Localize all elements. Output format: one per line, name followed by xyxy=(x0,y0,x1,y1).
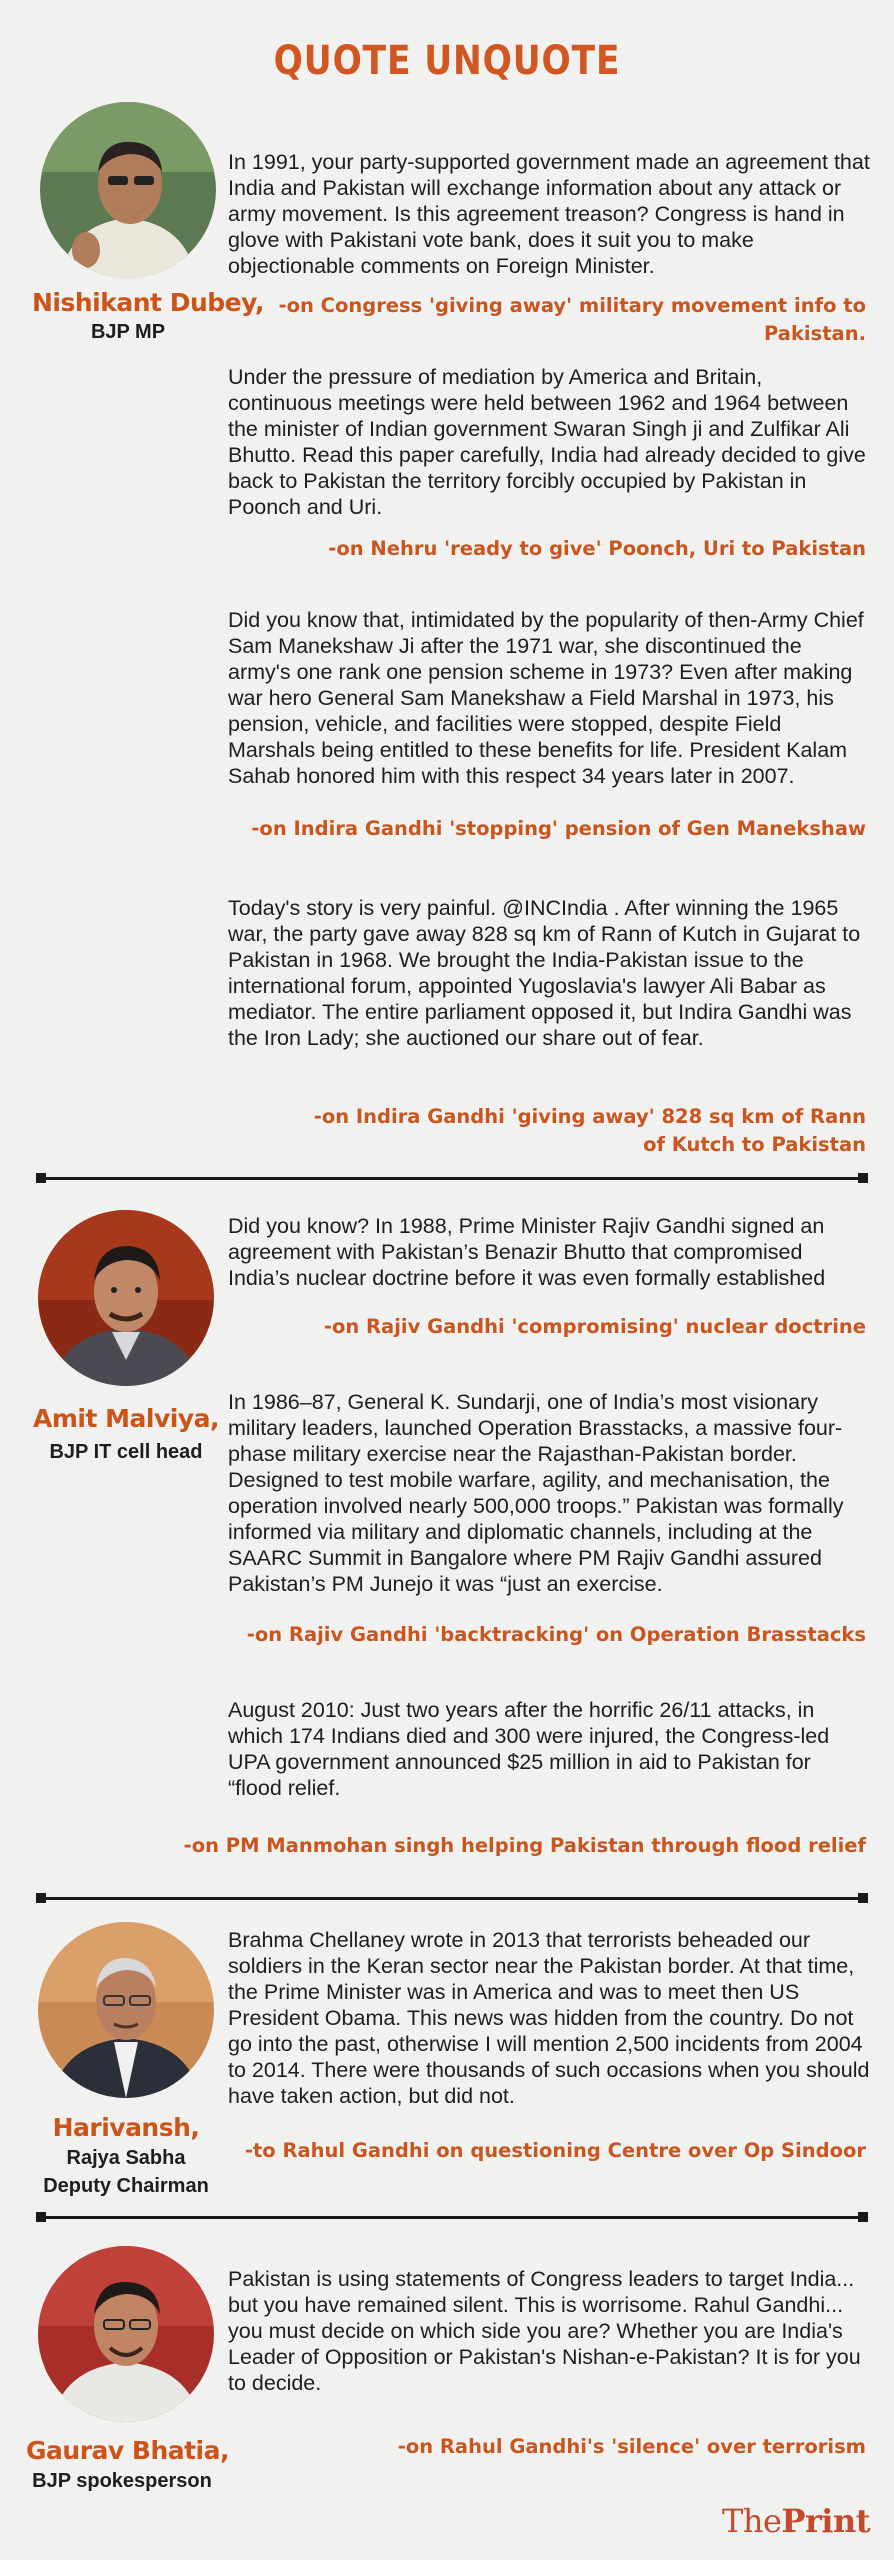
section-divider xyxy=(36,2216,868,2219)
quote-text: Pakistan is using statements of Congress leaders to target India... but you have remained silent. This is worrisome. Rahul Gandhi... you must decide on which side you are? Whether you are India's Leader of Opposition or Pakistan's Nishan-e-Pakistan? It is for you to decide. xyxy=(228,2267,861,2395)
avatar-harivansh xyxy=(38,1922,214,2098)
portrait-icon xyxy=(38,1210,214,1386)
section-divider xyxy=(36,1897,868,1900)
portrait-icon xyxy=(38,1922,214,2098)
quote-attribution: -on Congress 'giving away' military movement info to Pakistan. xyxy=(278,294,866,345)
person-name: Amit Malviya, xyxy=(33,1404,219,1433)
quote-text: Brahma Chellaney wrote in 2013 that terrorists beheaded our soldiers in the Keran sector near the Pakistan border. At that time, the Prime Minister was in America and was to meet then US President Obama. This news was hidden from the country. Do not go into the past, otherwise I will mention 2,500 incidents from 2004 to 2014. There were thousands of such occasions when you should have taken action, but did not. xyxy=(228,1928,870,2108)
person-role: BJP IT cell head xyxy=(49,1441,203,1463)
logo-part1: The xyxy=(721,2502,782,2540)
person-role: BJP MP xyxy=(90,321,166,343)
quote-attribution: -on Rajiv Gandhi 'backtracking' on Operation Brasstacks xyxy=(246,1623,866,1646)
avatar-nishikant-dubey xyxy=(40,102,216,278)
logo-part2: Print xyxy=(781,2502,870,2540)
portrait-icon xyxy=(38,2246,214,2422)
page-title: QUOTE UNQUOTE xyxy=(273,38,621,84)
avatar-gaurav-bhatia xyxy=(38,2246,214,2422)
quote-attribution: -to Rahul Gandhi on questioning Centre over Op Sindoor xyxy=(244,2139,866,2162)
quote-text: In 1986–87, General K. Sundarji, one of India’s most visionary military leaders, launched Operation Brasstacks, a massive four-phase military exercise near the Rajasthan-Pakistan border. Designed to test mobile warfare, agility, and mechanisation, the operation involved nearly 500,000 troops.” Pakistan was formally informed via military and diplomatic channels, including at the SAARC Summit in Bangalore where PM Rajiv Gandhi assured Pakistan’s PM Junejo it was “just an exercise. xyxy=(228,1390,844,1596)
portrait-icon xyxy=(40,102,216,278)
section-divider xyxy=(36,1177,868,1180)
person-name: Harivansh, xyxy=(52,2113,200,2142)
quote-attribution: -on Nehru 'ready to give' Poonch, Uri to Pakistan xyxy=(328,537,866,560)
person-name: Nishikant Dubey, xyxy=(32,288,264,317)
quote-attribution: -on Rajiv Gandhi 'compromising' nuclear doctrine xyxy=(323,1315,866,1338)
quote-text: Did you know? In 1988, Prime Minister Rajiv Gandhi signed an agreement with Pakistan’s Benazir Bhutto that compromised India’s nuclear doctrine before it was even formally established xyxy=(228,1214,826,1290)
avatar-amit-malviya xyxy=(38,1210,214,1386)
theprint-logo xyxy=(722,2502,870,2540)
person-name: Gaurav Bhatia, xyxy=(26,2436,229,2465)
quote-text: In 1991, your party-supported government made an agreement that India and Pakistan will exchange information about any attack or army movement. Is this agreement treason? Congress is hand in glove with Pakistani vote bank, does it suit you to make objectionable comments on Foreign Minister. xyxy=(228,150,870,278)
person-role: BJP spokesperson xyxy=(32,2470,212,2492)
quote-text: Today's story is very painful. @INCIndia . After winning the 1965 war, the party gave away 828 sq km of Rann of Kutch in Gujarat to Pakistan in 1968. We brought the India-Pakistan issue to the international forum, appointed Yugoslavia's lawyer Ali Babar as mediator. The entire parliament opposed it, but Indira Gandhi was the Iron Lady; she auctioned our share out of fear. xyxy=(228,896,861,1050)
person-role: Rajya Sabha Deputy Chairman xyxy=(43,2147,209,2197)
quote-text: August 2010: Just two years after the horrific 26/11 attacks, in which 174 Indians died and 300 were injured, the Congress-led UPA government announced $25 million in aid to Pakistan for “flood relief. xyxy=(228,1698,830,1800)
quote-text: Under the pressure of mediation by America and Britain, continuous meetings were held between 1962 and 1964 between the minister of Indian government Swaran Singh ji and Zulfikar Ali Bhutto. Read this paper carefully, India had already decided to give back to Pakistan the territory forcibly occupied by Pakistan in Poonch and Uri. xyxy=(228,365,866,519)
quote-attribution: -on PM Manmohan singh helping Pakistan through flood relief xyxy=(183,1834,866,1857)
quote-attribution: -on Rahul Gandhi's 'silence' over terrorism xyxy=(397,2435,866,2458)
quote-attribution: -on Indira Gandhi 'stopping' pension of Gen Manekshaw xyxy=(251,817,866,840)
quote-text: Did you know that, intimidated by the popularity of then-Army Chief Sam Manekshaw Ji after the 1971 war, she discontinued the army's one rank one pension scheme in 1973? Even after making war hero General Sam Manekshaw a Field Marshal in 1973, his pension, vehicle, and facilities were stopped, despite Field Marshals being entitled to these benefits for life. President Kalam Sahab honored him with this respect 34 years later in 2007. xyxy=(228,608,864,788)
quote-attribution: -on Indira Gandhi 'giving away' 828 sq km of Rann of Kutch to Pakistan xyxy=(313,1105,866,1156)
